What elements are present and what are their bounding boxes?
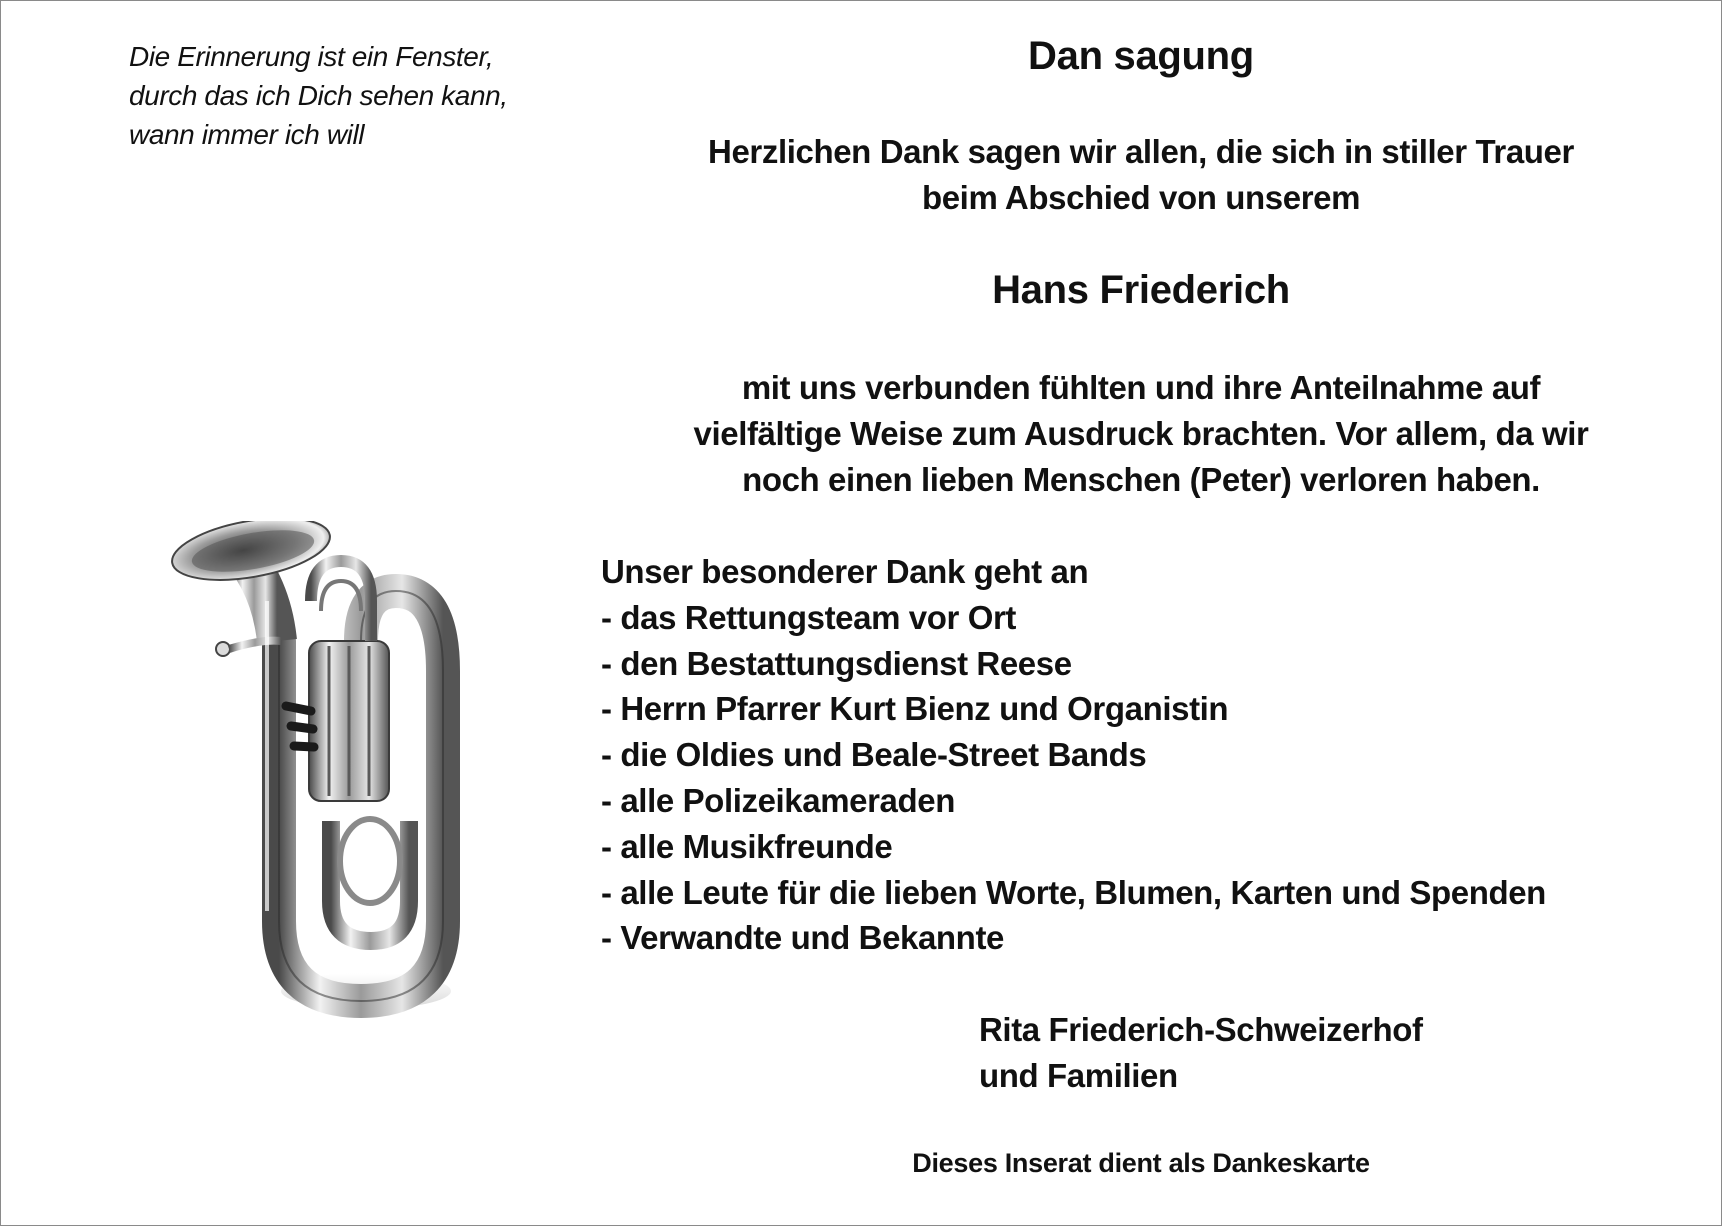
- intro-line: beim Abschied von unserem: [921, 179, 1361, 216]
- thanks-heading: Unser besonderer Dank geht an: [601, 553, 1089, 590]
- thanks-item: - die Oldies und Beale-Street Bands: [601, 736, 1147, 774]
- thanks-item: - den Bestattungsdienst Reese: [601, 644, 1072, 682]
- thanks-item: - alle Musikfreunde: [601, 827, 893, 865]
- body-text: [641, 365, 1641, 503]
- thanks-item: - Herrn Pfarrer Kurt Bienz und Organistin: [601, 690, 1229, 728]
- signature: [979, 1007, 1423, 1099]
- signature-line: Rita Friederich-Schweizerhof: [979, 1011, 1423, 1048]
- body-line: vielfältige Weise zum Ausdruck brachten. Vor allem, da wir: [693, 415, 1589, 452]
- thanks-item: - Verwandte und Bekannte: [601, 919, 1004, 957]
- thanks-item: - alle Polizeikameraden: [601, 781, 955, 819]
- body-line: noch einen lieben Menschen (Peter) verloren haben.: [742, 461, 1540, 498]
- footer-note: Dieses Inserat dient als Dankeskarte: [912, 1148, 1370, 1178]
- card-title: Dan sagung: [1028, 34, 1254, 78]
- thanks-list: [601, 549, 1546, 961]
- deceased-name: Hans Friederich: [992, 268, 1290, 312]
- intro-line: Herzlichen Dank sagen wir allen, die sich in stiller Trauer: [708, 133, 1574, 170]
- body-line: mit uns verbunden fühlten und ihre Anteilnahme auf: [741, 369, 1541, 406]
- memorial-quote: [129, 37, 508, 154]
- intro-text: [641, 129, 1641, 221]
- quote-line: Die Erinnerung ist ein Fenster,: [129, 41, 494, 72]
- thanks-item: - das Rettungsteam vor Ort: [601, 598, 1017, 636]
- quote-line: wann immer ich will: [129, 119, 365, 150]
- tuba-icon: [161, 521, 481, 1021]
- quote-line: durch das ich Dich sehen kann,: [129, 80, 508, 111]
- thanks-item: - alle Leute für die lieben Worte, Blumen, Karten und Spenden: [601, 873, 1546, 911]
- signature-line: und Familien: [979, 1057, 1178, 1094]
